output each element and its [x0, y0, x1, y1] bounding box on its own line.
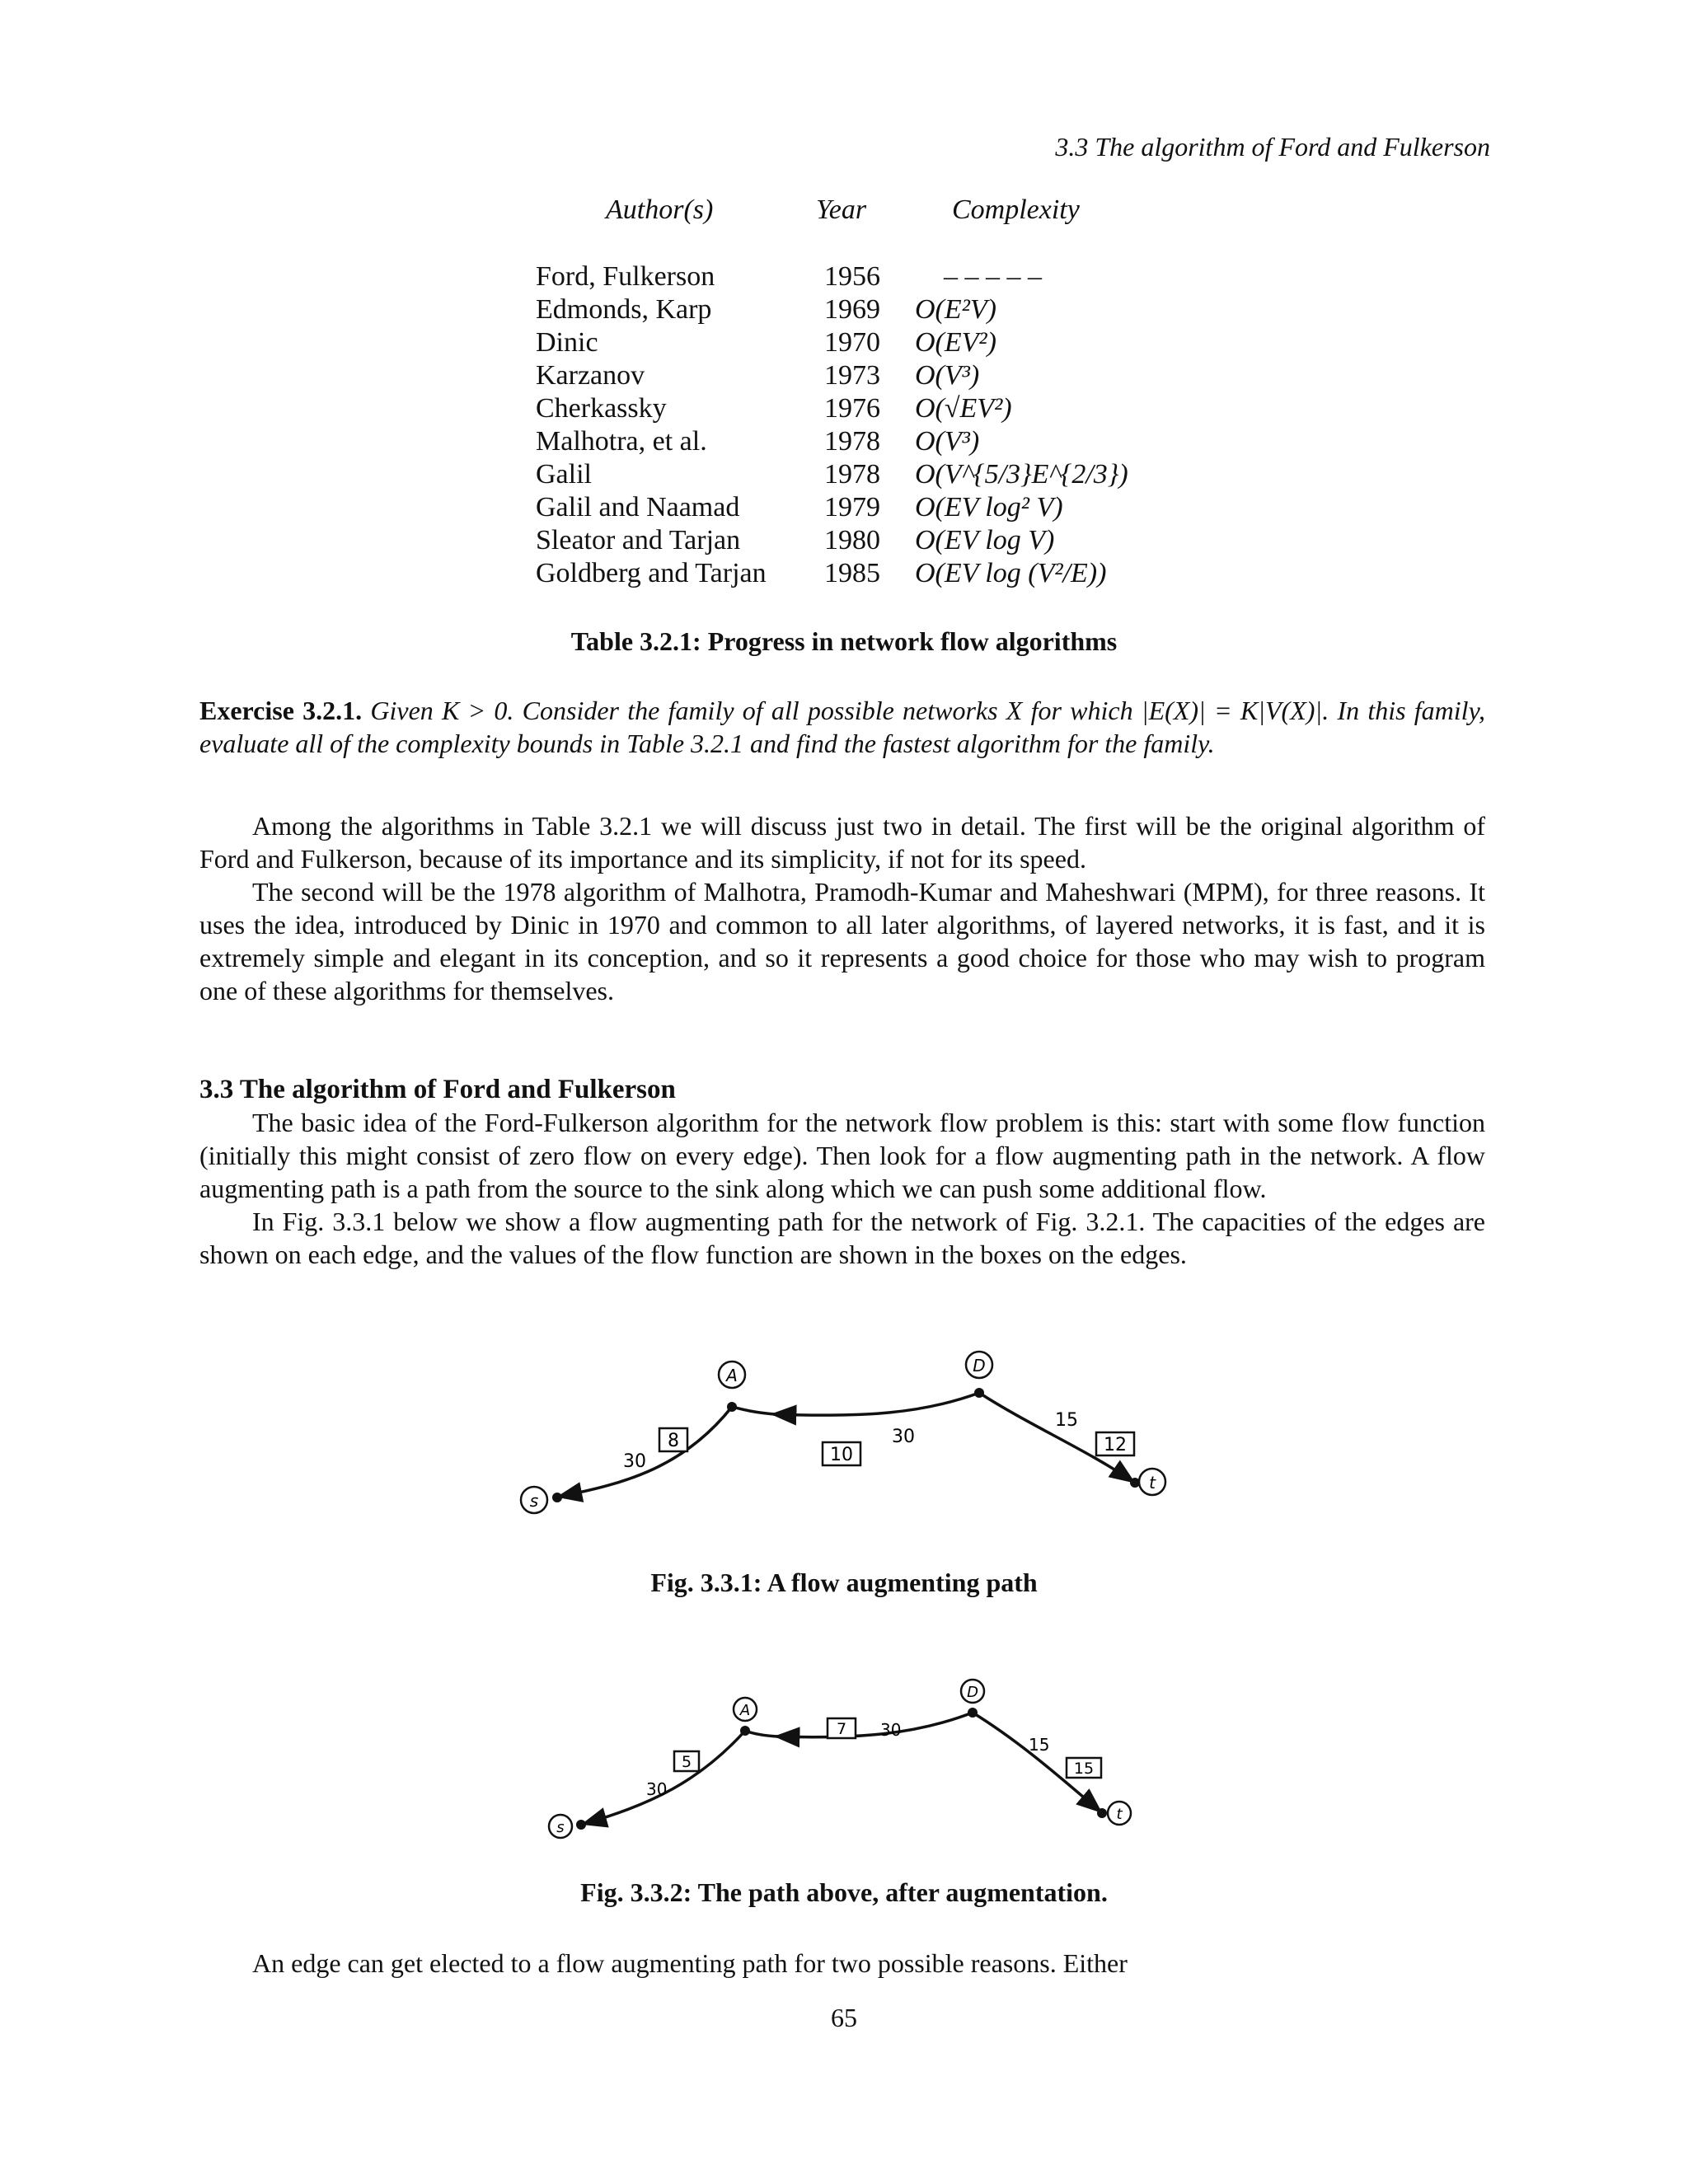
edge-d-a: [776, 1713, 973, 1737]
table-cell-author: Sleator and Tarjan: [536, 525, 741, 555]
capacity-label: 15: [1029, 1735, 1050, 1755]
vertex-dot-d: [974, 1388, 984, 1398]
table-cell-year: 1979: [824, 492, 880, 523]
flow-label: 12: [1104, 1435, 1127, 1455]
figure-3-3-1: [0, 1343, 1688, 1549]
table-cell-complexity: O(EV log² V): [915, 492, 1063, 523]
table-cell-complexity: O(EV²): [915, 327, 996, 358]
table-cell-complexity: O(√EV²): [915, 393, 1012, 424]
table-cell-year: 1976: [824, 393, 880, 424]
paragraph: In Fig. 3.3.1 below we show a flow augmenting path for the network of Fig. 3.2.1. The capacities of the edges are shown on each edge, and the values of the flow function are shown in the boxes on the edges.: [199, 1207, 1485, 1269]
table-cell-year: 1956: [824, 261, 880, 292]
flow-label: 10: [830, 1445, 853, 1465]
vertex-dot-s: [576, 1820, 586, 1830]
closing-text: [199, 1947, 1485, 1980]
section-3-3: [199, 1073, 1485, 1271]
table-cell-author: Malhotra, et al.: [536, 426, 707, 457]
node-t-label: t: [1116, 1806, 1123, 1823]
table-header-year: Year: [816, 194, 867, 225]
exercise: [199, 694, 1485, 760]
figure-caption: Fig. 3.3.1: A flow augmenting path: [650, 1568, 1038, 1597]
vertex-dot-a: [740, 1726, 750, 1736]
node-a-label: A: [739, 1702, 751, 1719]
capacity-label: 15: [1055, 1410, 1078, 1431]
node-s-label: s: [556, 1819, 565, 1836]
figure-caption: Fig. 3.3.2: The path above, after augmentation.: [580, 1877, 1108, 1907]
exercise-label: Exercise 3.2.1.: [199, 696, 363, 725]
table-cell-year: 1978: [824, 459, 880, 490]
table-cell-author: Karzanov: [536, 360, 645, 391]
capacity-label: 30: [646, 1779, 668, 1799]
table-cell-year: 1985: [824, 558, 880, 588]
vertex-dot-d: [968, 1708, 978, 1718]
vertex-dot-t: [1097, 1808, 1107, 1818]
node-d-label: D: [973, 1356, 986, 1376]
node-s-label: s: [529, 1491, 539, 1511]
page-number: 65: [831, 2003, 857, 2032]
edge-d-a: [773, 1393, 979, 1415]
table-caption: Table 3.2.1: Progress in network flow algorithms: [570, 626, 1118, 656]
vertex-dot-s: [552, 1493, 562, 1502]
figure-3-3-2: [0, 1657, 1688, 1846]
table-cell-author: Cherkassky: [536, 393, 667, 424]
table-cell-author: Ford, Fulkerson: [536, 261, 715, 292]
table-cell-author: Goldberg and Tarjan: [536, 558, 767, 588]
table-cell-author: Edmonds, Karp: [536, 294, 712, 325]
body-text-a: [199, 809, 1485, 1007]
paragraph: The second will be the 1978 algorithm of Malhotra, Pramodh-Kumar and Maheshwari (MPM), for three reasons. It uses the idea, introduced by Dinic in 1970 and common to all later algorithms, of layered networks, it is fast, and it is extremely simple and elegant in its conception, and so it represents a good choice for those who may wish to program one of these algorithms for themselves.: [199, 877, 1485, 1005]
paragraph: The basic idea of the Ford-Fulkerson algorithm for the network flow problem is this: start with some flow function (initially this might consist of zero flow on every edge). Then look for a flow augmenting path in the network. A flow augmenting path is a path from the source to the sink along which we can push some additional flow.: [199, 1108, 1485, 1203]
vertex-dot-a: [727, 1402, 737, 1412]
table-cell-complexity: O(EV log (V²/E)): [915, 558, 1107, 588]
table-cell-complexity: O(E²V): [915, 294, 996, 325]
running-head: 3.3 The algorithm of Ford and Fulkerson: [1055, 132, 1490, 162]
edge-a-s: [584, 1731, 745, 1824]
node-t-label: t: [1149, 1473, 1156, 1493]
table-cell-complexity: O(V³): [915, 426, 980, 457]
table-cell-complexity: O(V³): [915, 360, 980, 391]
table-cell-complexity: – – – – –: [944, 261, 1042, 292]
table-cell-year: 1970: [824, 327, 880, 358]
paragraph: An edge can get elected to a flow augmenting path for two possible reasons. Either: [252, 1948, 1128, 1978]
table-cell-author: Galil: [536, 459, 592, 490]
flow-label: 5: [681, 1753, 692, 1771]
capacity-label: 30: [892, 1427, 915, 1447]
flow-label: 8: [668, 1431, 679, 1451]
table-cell-year: 1973: [824, 360, 880, 391]
table-header-complexity: Complexity: [952, 194, 1080, 225]
table-cell-year: 1969: [824, 294, 880, 325]
flow-label: 15: [1073, 1760, 1095, 1778]
table-header-author: Author(s): [606, 194, 714, 225]
paragraph: Among the algorithms in Table 3.2.1 we will discuss just two in detail. The first will be the original algorithm of Ford and Fulkerson, because of its importance and its simplicity, if not for its speed.: [199, 811, 1485, 874]
capacity-label: 30: [880, 1720, 902, 1740]
flow-label: 7: [836, 1720, 847, 1738]
capacity-label: 30: [623, 1451, 646, 1472]
node-d-label: D: [967, 1684, 978, 1701]
exercise-text: Given K > 0. Consider the family of all possible networks X for which |E(X)| = K|V(X)|. In this family, evaluate all of the complexity bounds in Table 3.2.1 and find the fastest algorithm for the family.: [199, 696, 1486, 758]
table-cell-complexity: O(EV log V): [915, 525, 1055, 555]
table-cell-author: Galil and Naamad: [536, 492, 740, 523]
table-cell-complexity: O(V^{5/3}E^{2/3}): [915, 459, 1128, 490]
table-cell-year: 1978: [824, 426, 880, 457]
table-cell-year: 1980: [824, 525, 880, 555]
node-a-label: A: [726, 1366, 738, 1385]
section-title: 3.3 The algorithm of Ford and Fulkerson: [199, 1075, 676, 1104]
table-cell-author: Dinic: [536, 327, 598, 358]
